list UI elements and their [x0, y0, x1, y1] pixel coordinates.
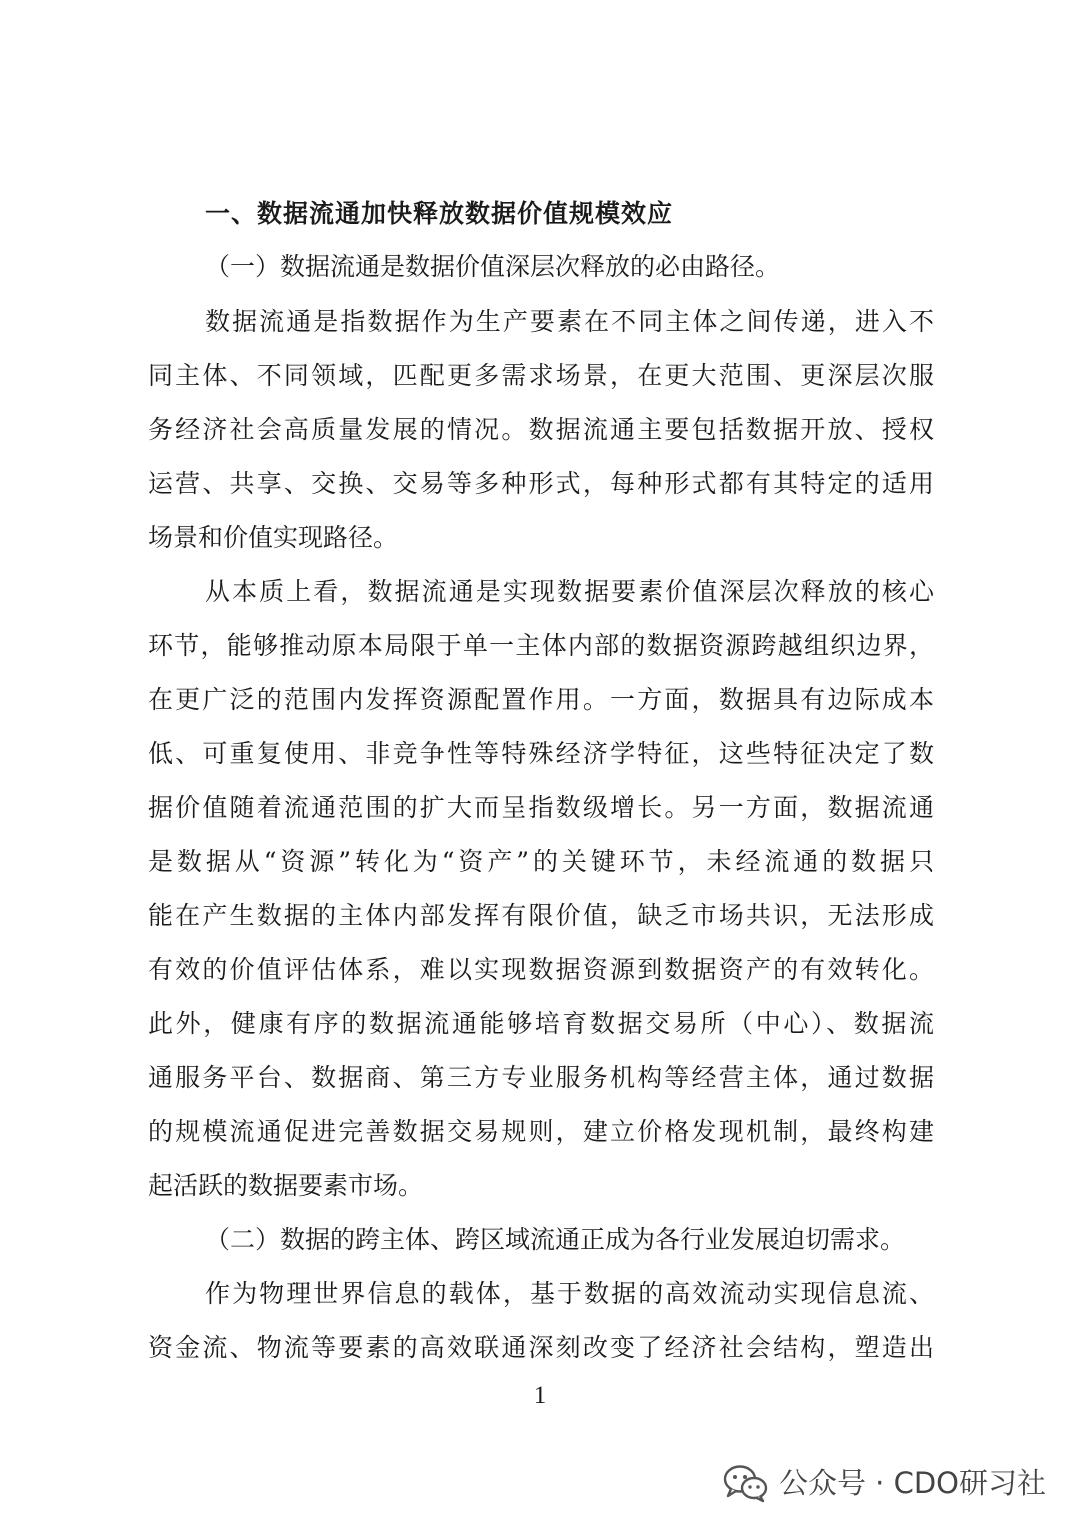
- paragraph-line: 在更广泛的范围内发挥资源配置作用。一方面，数据具有边际成本: [148, 685, 934, 714]
- paragraph-line: 能在产生数据的主体内部发挥有限价值，缺乏市场共识，无法形成: [148, 901, 934, 930]
- watermark-text: 公众号 · CDO研习社: [778, 1466, 1046, 1500]
- paragraph-line: 起活跃的数据要素市场。: [148, 1171, 424, 1200]
- paragraph-line: 的规模流通促进完善数据交易规则，建立价格发现机制，最终构建: [148, 1117, 934, 1146]
- paragraph-line: 运营、共享、交换、交易等多种形式，每种形式都有其特定的适用: [148, 469, 934, 498]
- paragraph-line: 从本质上看，数据流通是实现数据要素价值深层次释放的核心: [205, 577, 934, 606]
- paragraph-line: 数据流通是指数据作为生产要素在不同主体之间传递，进入不: [205, 307, 934, 336]
- paragraph-line: 环节，能够推动原本局限于单一主体内部的数据资源跨越组织边界，: [148, 631, 934, 660]
- paragraph-line: 此外，健康有序的数据流通能够培育数据交易所（中心）、数据流: [148, 1009, 934, 1038]
- subsection-1-heading: （一）数据流通是数据价值深层次释放的必由路径。: [205, 252, 781, 281]
- paragraph-line: 作为物理世界信息的载体，基于数据的高效流动实现信息流、: [205, 1279, 934, 1308]
- paragraph-line: 资金流、物流等要素的高效联通深刻改变了经济社会结构，塑造出: [148, 1333, 934, 1362]
- page-number: 1: [533, 1382, 547, 1409]
- paragraph-line: 通服务平台、数据商、第三方专业服务机构等经营主体，通过数据: [148, 1063, 934, 1092]
- paragraph-line: 务经济社会高质量发展的情况。数据流通主要包括数据开放、授权: [148, 415, 934, 444]
- wechat-icon: [723, 1463, 769, 1503]
- section-heading: 一、数据流通加快释放数据价值规模效应: [205, 199, 674, 228]
- paragraph-line: 同主体、不同领域，匹配更多需求场景，在更大范围、更深层次服: [148, 361, 934, 390]
- watermark: [723, 1463, 1046, 1503]
- paragraph-line: 据价值随着流通范围的扩大而呈指数级增长。另一方面，数据流通: [148, 793, 934, 822]
- paragraph-line: 场景和价值实现路径。: [148, 523, 399, 552]
- paragraph-line: 是数据从“资源”转化为“资产”的关键环节，未经流通的数据只: [148, 847, 934, 876]
- subsection-2-heading: （二）数据的跨主体、跨区域流通正成为各行业发展迫切需求。: [205, 1225, 906, 1254]
- paragraph-line: 低、可重复使用、非竞争性等特殊经济学特征，这些特征决定了数: [148, 739, 934, 768]
- paragraph-line: 有效的价值评估体系，难以实现数据资源到数据资产的有效转化。: [148, 955, 934, 984]
